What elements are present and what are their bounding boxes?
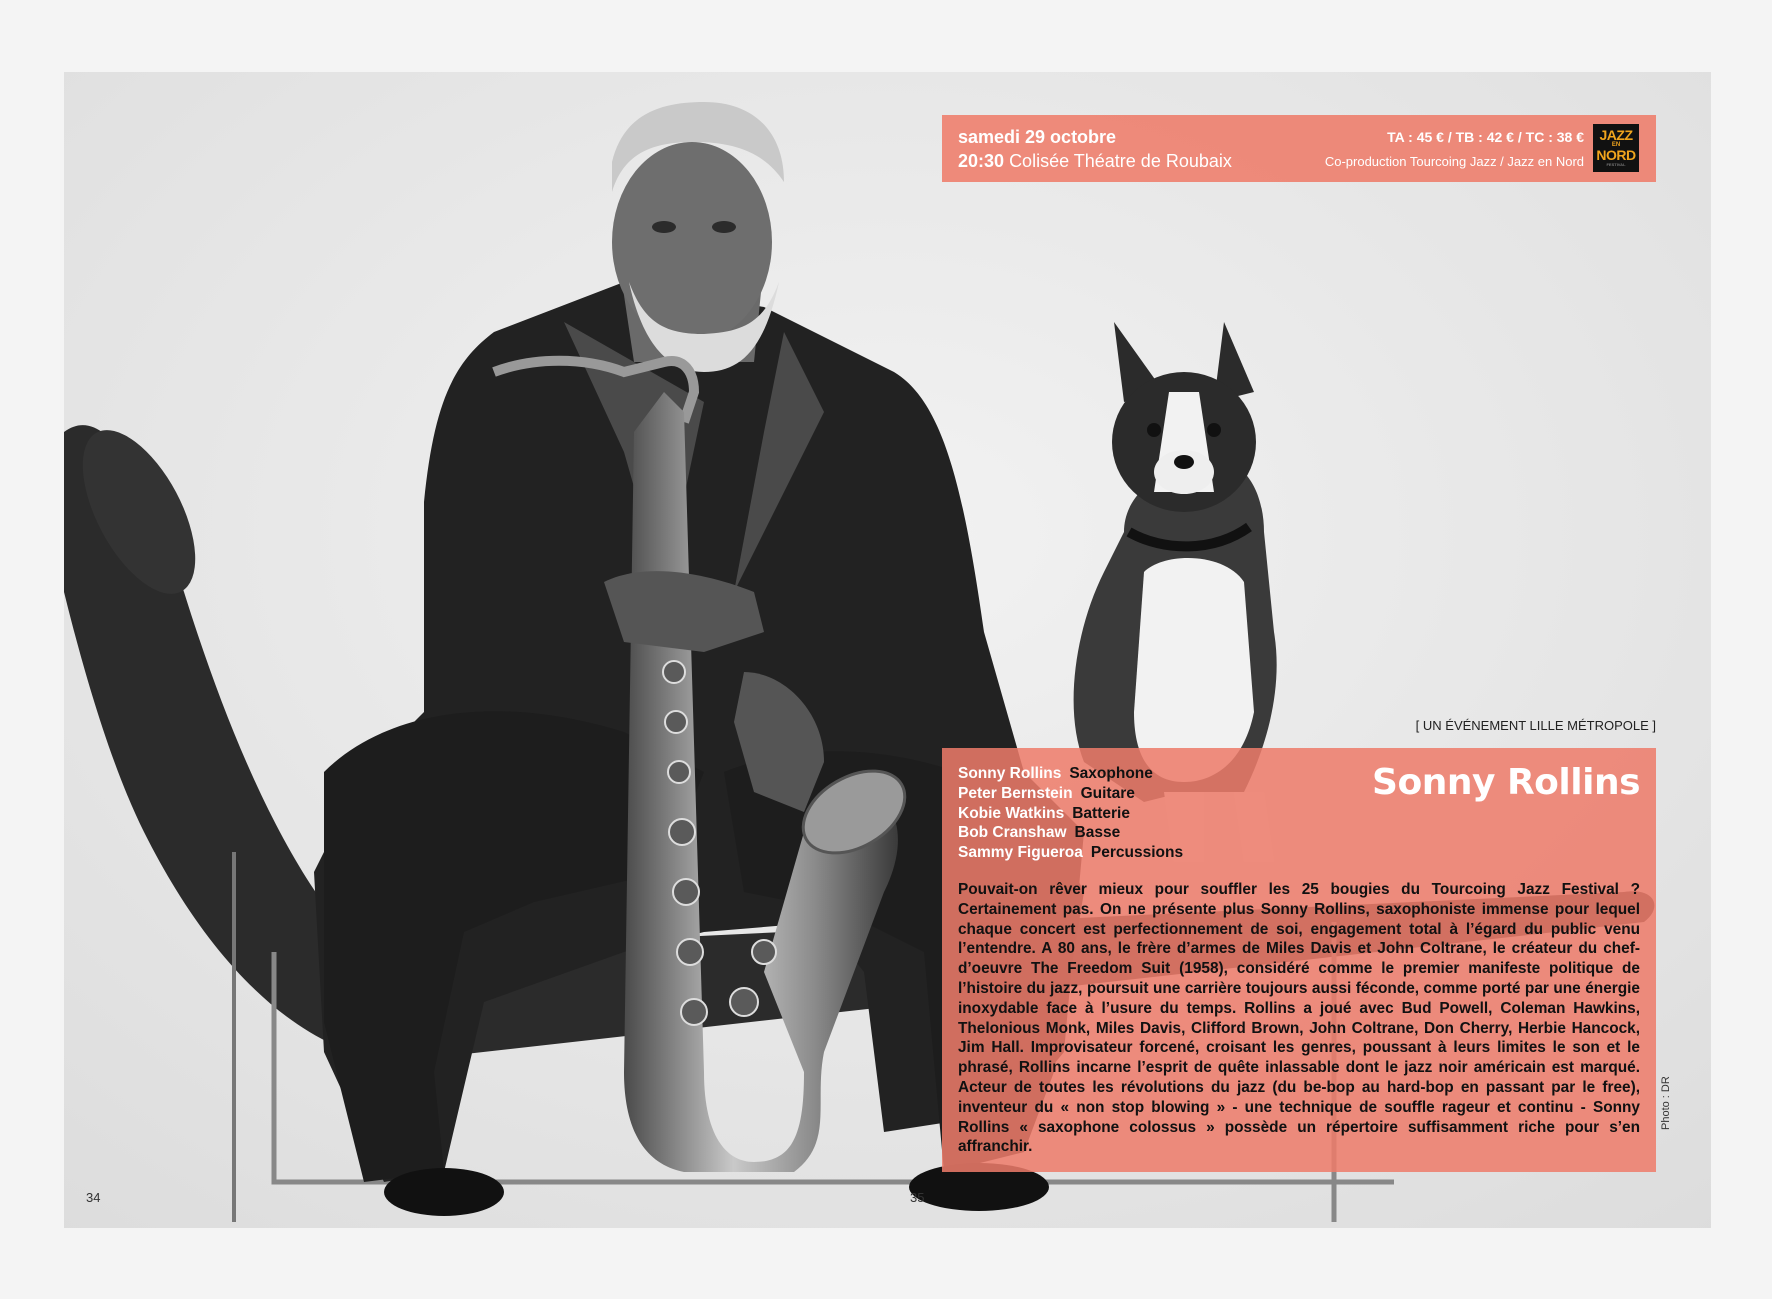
musician-name: Sammy Figueroa <box>958 844 1083 862</box>
musician-instrument: Batterie <box>1072 804 1130 822</box>
photo-credit: Photo : DR <box>1660 1076 1672 1130</box>
page-number-right: 35 <box>910 1190 925 1205</box>
musician-name: Kobie Watkins <box>958 804 1065 822</box>
logo-word-jazz: JAZZ <box>1599 127 1633 143</box>
coproduction-credit: Co-production Tourcoing Jazz / Jazz en Nord <box>1324 154 1584 169</box>
musician-instrument: Guitare <box>1080 784 1135 802</box>
jazz-en-nord-logo <box>1593 124 1639 172</box>
logo-word-en: EN <box>1611 142 1621 148</box>
lineup-item <box>958 823 1183 843</box>
artist-content-box <box>942 748 1656 1172</box>
band-lineup <box>958 764 1183 863</box>
musician-name: Peter Bernstein <box>958 784 1073 802</box>
lineup-item <box>958 784 1183 804</box>
event-date: samedi 29 octobre <box>958 127 1117 147</box>
event-time: 20:30 <box>958 151 1005 171</box>
lineup-item <box>958 804 1183 824</box>
musician-instrument: Basse <box>1074 824 1121 842</box>
lineup-item <box>958 764 1183 784</box>
event-time-venue <box>958 151 1232 172</box>
event-tag: [ UN ÉVÉNEMENT LILLE MÉTROPOLE ] <box>1415 718 1656 733</box>
lineup-item <box>958 843 1183 863</box>
artist-title: Sonny Rollins <box>1372 762 1640 803</box>
musician-instrument: Saxophone <box>1069 765 1153 782</box>
ticket-prices: TA : 45 € / TB : 42 € / TC : 38 € <box>1387 129 1584 145</box>
page-number-left: 34 <box>86 1190 101 1205</box>
musician-name: Sonny Rollins <box>958 765 1062 782</box>
artist-biography: Pouvait-on rêver mieux pour souffler les 25 bougies du Tourcoing Jazz Festival ? Certainement pas. On ne présente plus Sonny Rollins, saxophoniste immense pour lequel chaque concert est perfectionnement de soi, engagement total à l’égard du public venu l’entendre. A 80 ans, le frère d’armes de Miles Davis et John Coltrane, le créateur du chef-d’oeuvre The Freedom Suit (1958), considéré comme le premier manifeste politique de l’histoire du jazz, poursuit une carrière toujours aussi féconde, comme porté par une énergie inoxydable face à l’usure du temps. Rollins a joué avec Bud Powell, Coleman Hawkins, Thelonious Monk, Miles Davis, Clifford Brown, John Coltrane, Don Cherry, Herbie Hancock, Jim Hall. Improvisateur forcené, croisant les genres, poussant à leurs limites le son et le phrasé, Rollins incarne l’esprit de quête inlassable dont le jazz noir américain est marqué. Acteur de toutes les révolutions du jazz (du be-bop au hard-bop en passant par le free), inventeur du « non stop blowing » - une technique de souffle rageur et continu - Sonny Rollins « saxophone colossus » possède un répertoire suffisamment riche pour s’en affranchir. <box>958 881 1640 1156</box>
musician-name: Bob Cranshaw <box>958 824 1067 842</box>
event-venue: Colisée Théatre de Roubaix <box>1009 151 1232 171</box>
musician-instrument: Percussions <box>1090 844 1184 862</box>
logo-word-festival: FESTIVAL <box>1606 162 1626 167</box>
event-info-box <box>942 115 1656 182</box>
logo-word-nord: NORD <box>1596 147 1636 163</box>
